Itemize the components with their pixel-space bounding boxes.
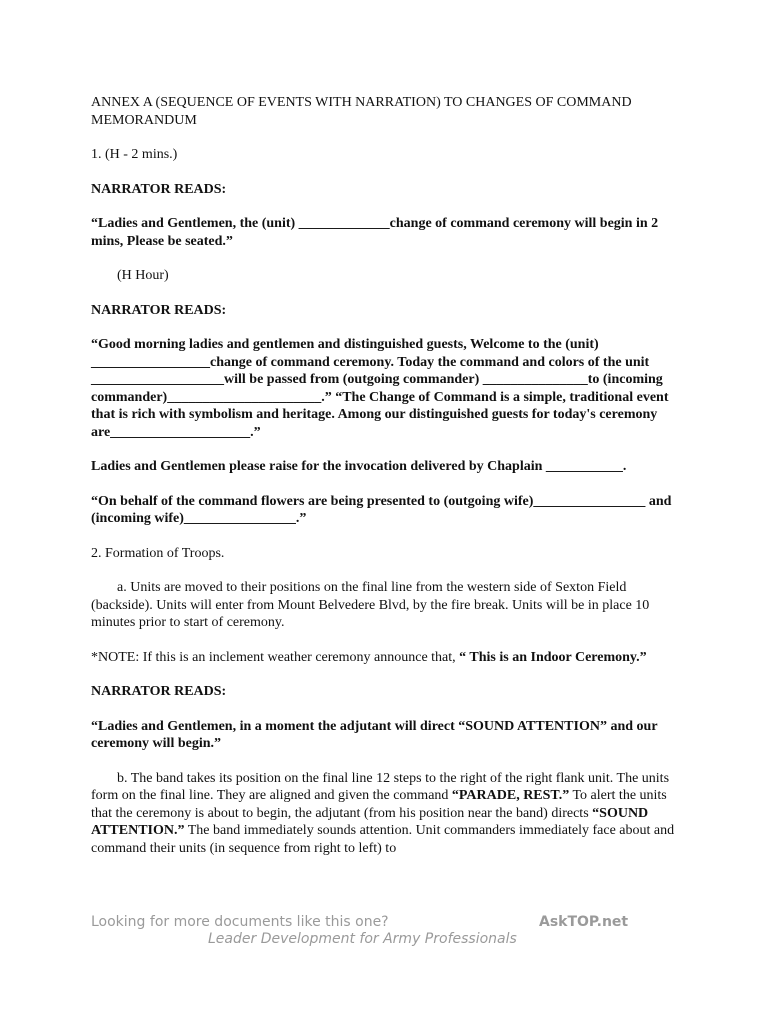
para-b-text-2: To alert the units that the ceremony is about to begin, the adjutant (from his position near the band) directs bbox=[91, 788, 667, 821]
narration-quote-seating: “Ladies and Gentlemen, the (unit) _____________change of command ceremony will begin in 2 mins, Please be seated.” bbox=[91, 216, 659, 249]
paragraph-a: a. Units are moved to their positions on the final line from the western side of Sexton Field (backside). Units will enter from Mount Belvedere Blvd, by the fire break. Units will be in place 10 minutes prior to start of ceremony. bbox=[91, 580, 650, 630]
note-text: *NOTE: If this is an inclement weather ceremony announce that, bbox=[91, 649, 460, 665]
item-1-heading: 1. (H - 2 mins.) bbox=[91, 147, 178, 162]
invocation-text: Ladies and Gentlemen please raise for the invocation delivered by Chaplain ___________. bbox=[91, 459, 627, 474]
narrator-reads-heading: NARRATOR READS: bbox=[91, 181, 227, 197]
flowers-text: “On behalf of the command flowers are being presented to (outgoing wife)________________ and (incoming wife)________________.” bbox=[91, 493, 672, 526]
narration-quote-attention: “Ladies and Gentlemen, in a moment the adjutant will direct “SOUND ATTENTION” and our ceremony will begin.” bbox=[91, 718, 658, 751]
paragraph-b bbox=[91, 770, 691, 858]
weather-note bbox=[91, 649, 691, 667]
narration-quote-welcome: “Good morning ladies and gentlemen and distinguished guests, Welcome to the (unit) _________________change of command ceremony. Today the command and colors of the unit ___________________will be passed from (outgoing commander) _______________to (incoming commander)______________________.” “The Change of Command is a simple, traditional event that is rich with symbolism and heritage. Among our distinguished guests for today's ceremony are____________________.” bbox=[91, 337, 669, 440]
footer-subtitle: Leader Development for Army Professionals bbox=[208, 931, 517, 947]
document-title: ANNEX A (SEQUENCE OF EVENTS WITH NARRATION) TO CHANGES OF COMMAND MEMORANDUM bbox=[91, 95, 632, 128]
para-b-text-1: b. The band takes its position on the final line 12 steps to the right of the right flank unit. The units form on the final line. They are aligned and given the command bbox=[91, 770, 670, 803]
item-2-heading: 2. Formation of Troops. bbox=[91, 545, 225, 561]
sound-attention-command: “SOUND ATTENTION.” bbox=[91, 805, 649, 838]
parade-rest-command: “PARADE, REST.” bbox=[451, 788, 570, 803]
para-b-text-3: The band immediately sounds attention. Unit commanders immediately face about and command their units (in sequence from right to left) to bbox=[91, 823, 675, 856]
note-bold-text: “ This is an Indoor Ceremony.” bbox=[459, 649, 647, 665]
narrator-reads-heading: NARRATOR READS: bbox=[91, 684, 227, 699]
document-page bbox=[91, 94, 691, 874]
narrator-reads-heading: NARRATOR READS: bbox=[91, 302, 227, 318]
footer-tagline: Looking for more documents like this one? bbox=[91, 914, 389, 930]
h-hour-label: (H Hour) bbox=[117, 268, 169, 283]
footer-site-link[interactable]: AskTOP.net bbox=[539, 914, 629, 930]
